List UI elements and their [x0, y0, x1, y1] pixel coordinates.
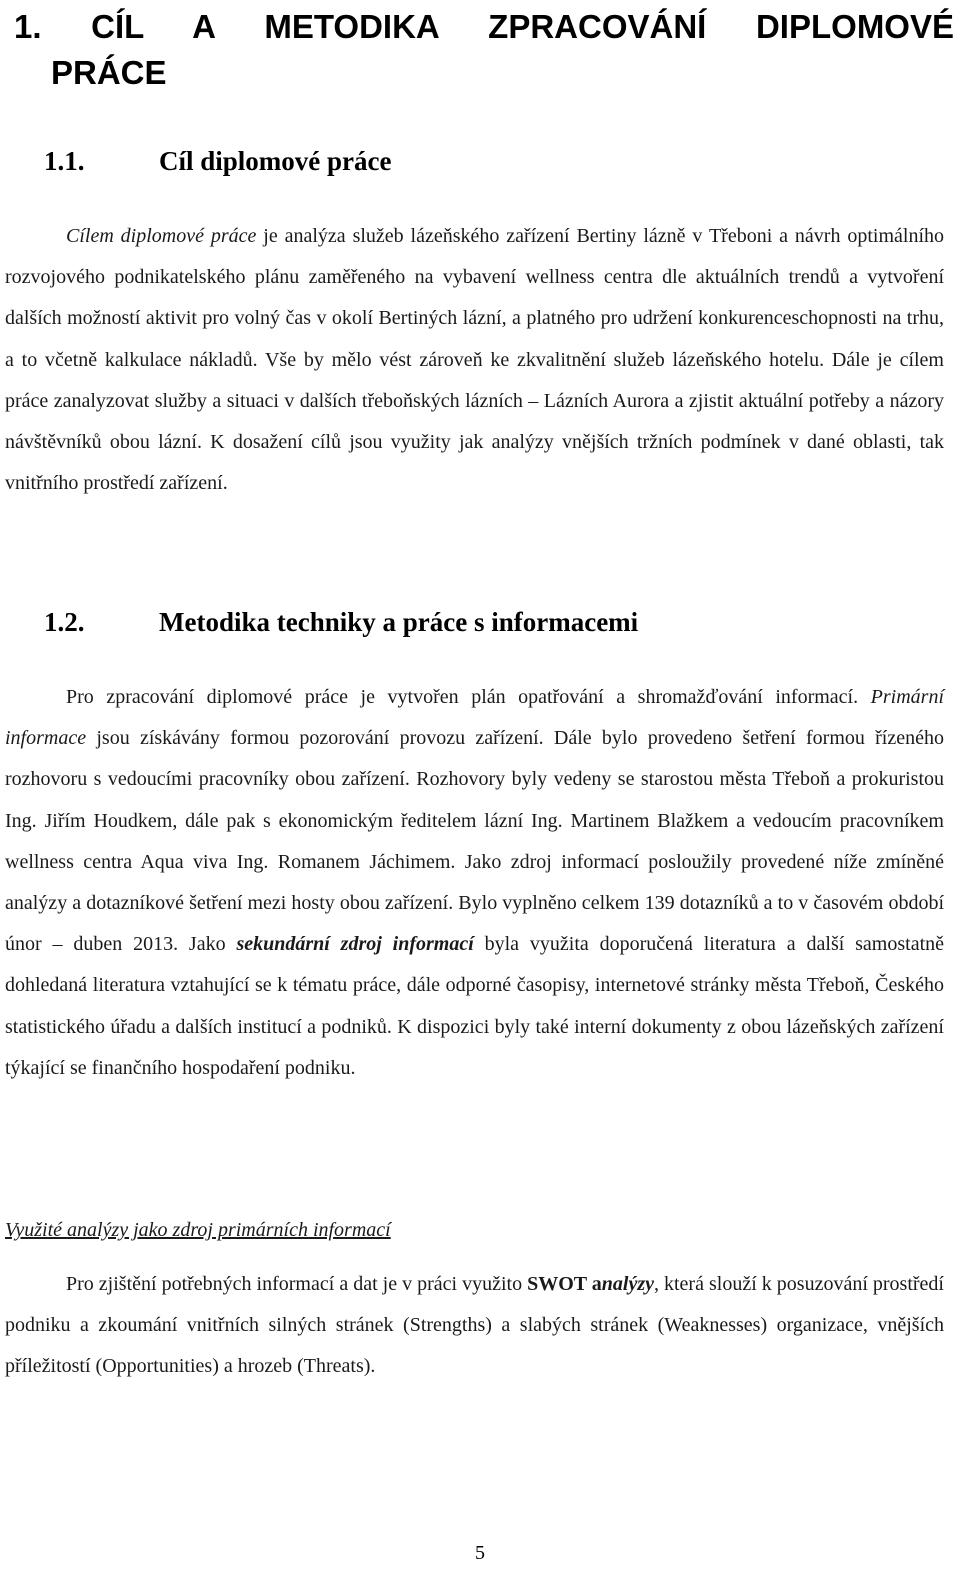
section-number: 1.2.: [44, 607, 85, 637]
subsection-heading-part: analýzy jako zdroj primárních informací: [67, 1219, 391, 1241]
chapter-heading: [14, 4, 954, 96]
strong-emphasis-text: sekundární zdroj informací: [236, 933, 474, 956]
subsection-heading-swot: [5, 1210, 391, 1251]
paragraph-metodika: [5, 677, 944, 1089]
strong-text: SWOT a: [527, 1273, 602, 1295]
section-number: 1.1.: [44, 146, 85, 176]
emphasis-text: Primární informace: [5, 686, 944, 750]
body-text: Pro zjištění potřebných informací a dat je v práci využito: [66, 1273, 528, 1295]
page-number: 5: [475, 1542, 485, 1564]
section-heading-cil: [44, 141, 391, 181]
section-title: Metodika techniky a práce s informacemi: [159, 607, 639, 637]
paragraph-swot: [5, 1264, 944, 1388]
body-text: byla využita doporučená literatura a další samostatně dohledaná literatura vztahující se k tématu práce, dále odporné časopisy, internetové stránky města Třeboň, Českého statistického úřadu a dalších institucí a podniků. K dispozici byly také interní dokumenty z obou lázeňských zařízení týkající se finančního hospodaření podniku.: [5, 933, 944, 1079]
chapter-title-line1: 1. CÍL A METODIKA ZPRACOVÁNÍ DIPLOMOVÉ: [14, 8, 954, 45]
body-text: jsou získávány formou pozorování provozu zařízení. Dále bylo provedeno šetření formou řízeného rozhovoru s vedoucími pracovníky obou zařízení. Rozhovory byly vedeny se starostou města Třeboň a prokuristou Ing. Jiřím Houdkem, dále pak s ekonomickým ředitelem lázní Ing. Martinem Blažkem a vedoucím pracovníkem wellness centra Aqua viva Ing. Romanem Jáchimem. Jako zdroj informací posloužily provedené níže zmíněné analýzy a dotazníkové šetření mezi hosty obou zařízení. Bylo vyplněno celkem 139 dotazníků a to v časovém období únor – duben 2013. Jako: [5, 727, 944, 956]
body-text: je analýza služeb lázeňského zařízení Bertiny lázně v Třeboni a návrh optimálního rozvojového podnikatelského plánu zaměřeného na vybavení wellness centra dle aktuálních trendů a vytvoření dalších možností aktivit pro volný čas v okolí Bertiných lázní, a platného pro udržení konkurenceschopnosti na trhu, a to včetně kalkulace nákladů. Vše by mělo vést zároveň ke zkvalitnění služeb lázeňského hotelu. Dále je cílem práce zanalyzovat služby a situaci v dalších třeboňských lázních – Lázních Aurora a zjistit aktuální potřeby a názory návštěvníků obou lázní. K dosažení cílů jsou využity jak analýzy vnějších tržních podmínek v dané oblasti, tak vnitřního prostředí zařízení.: [5, 225, 945, 495]
body-text: Pro zpracování diplomové práce je vytvořen plán opatřování a shromažďování informací.: [66, 686, 871, 708]
emphasis-text: Cílem diplomové práce: [66, 225, 257, 247]
strong-emphasis-text: nalýzy: [601, 1273, 654, 1295]
section-title: Cíl diplomové práce: [159, 146, 392, 176]
chapter-title-line2: PRÁCE: [51, 54, 167, 91]
paragraph-cil: [5, 216, 944, 504]
section-heading-metodika: [44, 602, 638, 642]
body-text: , která slouží k posuzování prostředí podniku a zkoumání vnitřních silných stránek (Strengths) a slabých stránek (Weaknesses) organizace, vnějších příležitostí (Opportunities) a hrozeb (Threats).: [5, 1273, 944, 1378]
subsection-heading-part: Využité: [5, 1219, 68, 1241]
